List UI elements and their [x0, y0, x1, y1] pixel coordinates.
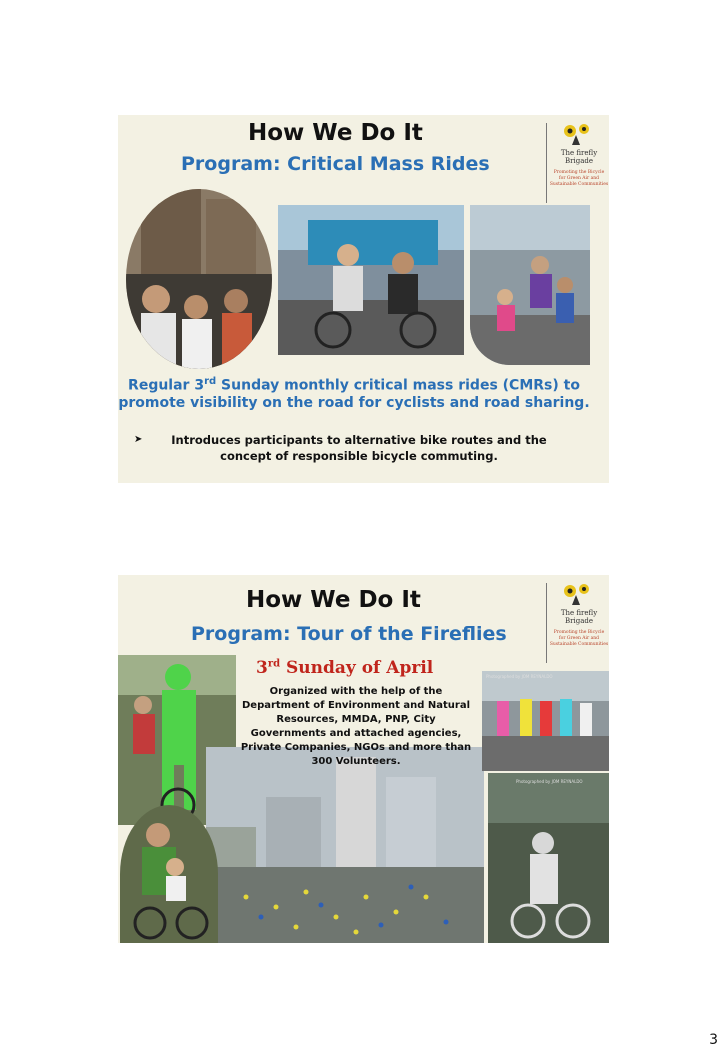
svg-text:for Green Air and: for Green Air and — [558, 176, 600, 181]
bullet-item — [134, 432, 564, 464]
bullet-text: Introduces participants to alternative bike routes and the concept of responsible bicycle commuting. — [171, 433, 547, 463]
svg-text:for Green Air and: for Green Air and — [558, 636, 600, 641]
date-number: 3 — [256, 658, 268, 678]
cmr-riders-photo — [278, 205, 464, 355]
event-date — [256, 658, 433, 678]
firefly-brigade-logo — [550, 581, 608, 647]
cmr-description — [118, 373, 590, 412]
body-text-prefix: Regular 3 — [128, 377, 205, 394]
svg-text:Sustainable Communities: Sustainable Communities — [550, 642, 608, 647]
organizers-text: Organized with the help of the Department of Environment and Natural Resources, MMDA, PNP, City Governments and attached agencies, Private Companies, NGOs and more than 300 Volunteers. — [240, 686, 472, 767]
svg-text:Promoting the Bicycle: Promoting the Bicycle — [553, 170, 605, 175]
firefly-brigade-logo — [550, 121, 608, 187]
colored-costume-riders-photo — [482, 671, 609, 771]
svg-text:Promoting the Bicycle: Promoting the Bicycle — [553, 630, 605, 635]
svg-text:Brigade: Brigade — [564, 157, 594, 165]
date-rest: Sunday of April — [280, 658, 434, 678]
silver-costume-rider-photo — [488, 773, 609, 943]
slide-title: How We Do It — [248, 120, 423, 146]
header-divider — [546, 123, 547, 203]
slide-tour-of-fireflies — [118, 575, 609, 943]
aerial-crowd-photo — [206, 747, 484, 943]
cmr-church-photo — [126, 189, 272, 369]
arrow-bullet-icon: ➤ — [134, 434, 143, 445]
slide-subtitle: Program: Tour of the Fireflies — [191, 623, 507, 645]
body-text-rest: Sunday monthly critical mass rides (CMRs) to promote visibility on the road for cyclists and road sharing. — [118, 377, 590, 411]
slide-title: How We Do It — [246, 587, 421, 613]
svg-text:Brigade: Brigade — [564, 617, 594, 625]
photo-credit: Photographed by JOM REYNALDO — [516, 779, 583, 784]
slide-subtitle: Program: Critical Mass Rides — [181, 153, 490, 175]
slide-critical-mass — [118, 115, 609, 483]
photo-credit: Photographed by JOM REYNALDO — [486, 674, 553, 679]
svg-text:The firefly: The firefly — [560, 609, 598, 617]
ordinal-suffix: rd — [204, 376, 217, 387]
svg-text:The firefly: The firefly — [560, 149, 598, 157]
header-divider — [546, 583, 547, 663]
family-rider-photo — [120, 805, 218, 943]
page-number: 3 — [709, 1032, 718, 1048]
ordinal-suffix: rd — [267, 658, 281, 670]
svg-text:Sustainable Communities: Sustainable Communities — [550, 182, 608, 187]
cmr-street-photo — [470, 205, 590, 365]
